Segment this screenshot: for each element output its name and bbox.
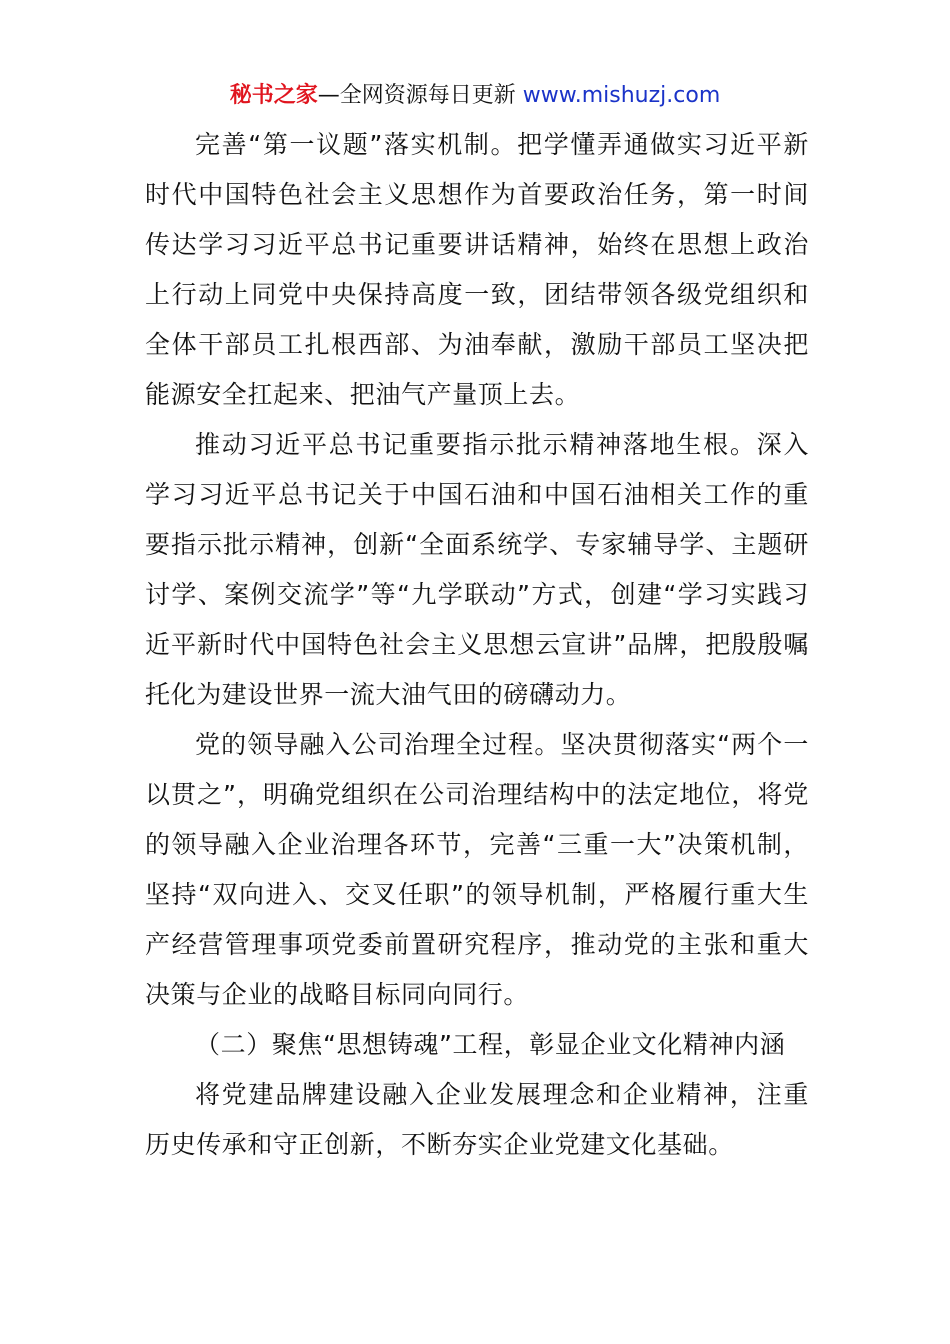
section-heading-thought-soul: （二）聚焦“思想铸魂”工程，彰显企业文化精神内涵 (195, 1030, 786, 1059)
header-tagline: —全网资源每日更新 (317, 83, 523, 108)
document-body (145, 120, 809, 1170)
paragraph-instructions-implementation: 推动习近平总书记重要指示批示精神落地生根。深入学习习近平总书记关于中国石油和中国石油相关工作的重要指示批示精神，创新“全面系统学、专家辅导学、主题研讨学、案例交流学”等“九学联动”方式，创建“学习实践习近平新时代中国特色社会主义思想云宣讲”品牌，把殷殷嘱托化为建设世界一流大油气田的磅礴动力。 (145, 430, 809, 709)
brand-name: 秘书之家 (229, 83, 318, 108)
paragraph-party-leadership-governance: 党的领导融入公司治理全过程。坚决贯彻落实“两个一以贯之”，明确党组织在公司治理结构中的法定地位，将党的领导融入企业治理各环节，完善“三重一大”决策机制，坚持“双向进入、交叉任职”的领导机制，严格履行重大生产经营管理事项党委前置研究程序，推动党的主张和重大决策与企业的战略目标同向同行。 (145, 730, 809, 1009)
website-link[interactable]: www.mishuzj.com (522, 83, 721, 108)
paragraph-first-topic-mechanism: 完善“第一议题”落实机制。把学懂弄通做实习近平新时代中国特色社会主义思想作为首要政治任务，第一时间传达学习习近平总书记重要讲话精神，始终在思想上政治上行动上同党中央保持高度一致，团结带领各级党组织和全体干部员工扎根西部、为油奉献，激励干部员工坚决把能源安全扛起来、把油气产量顶上去。 (145, 130, 809, 409)
site-header (0, 80, 950, 112)
paragraph-brand-culture: 将党建品牌建设融入企业发展理念和企业精神，注重历史传承和守正创新，不断夯实企业党建文化基础。 (145, 1080, 809, 1159)
